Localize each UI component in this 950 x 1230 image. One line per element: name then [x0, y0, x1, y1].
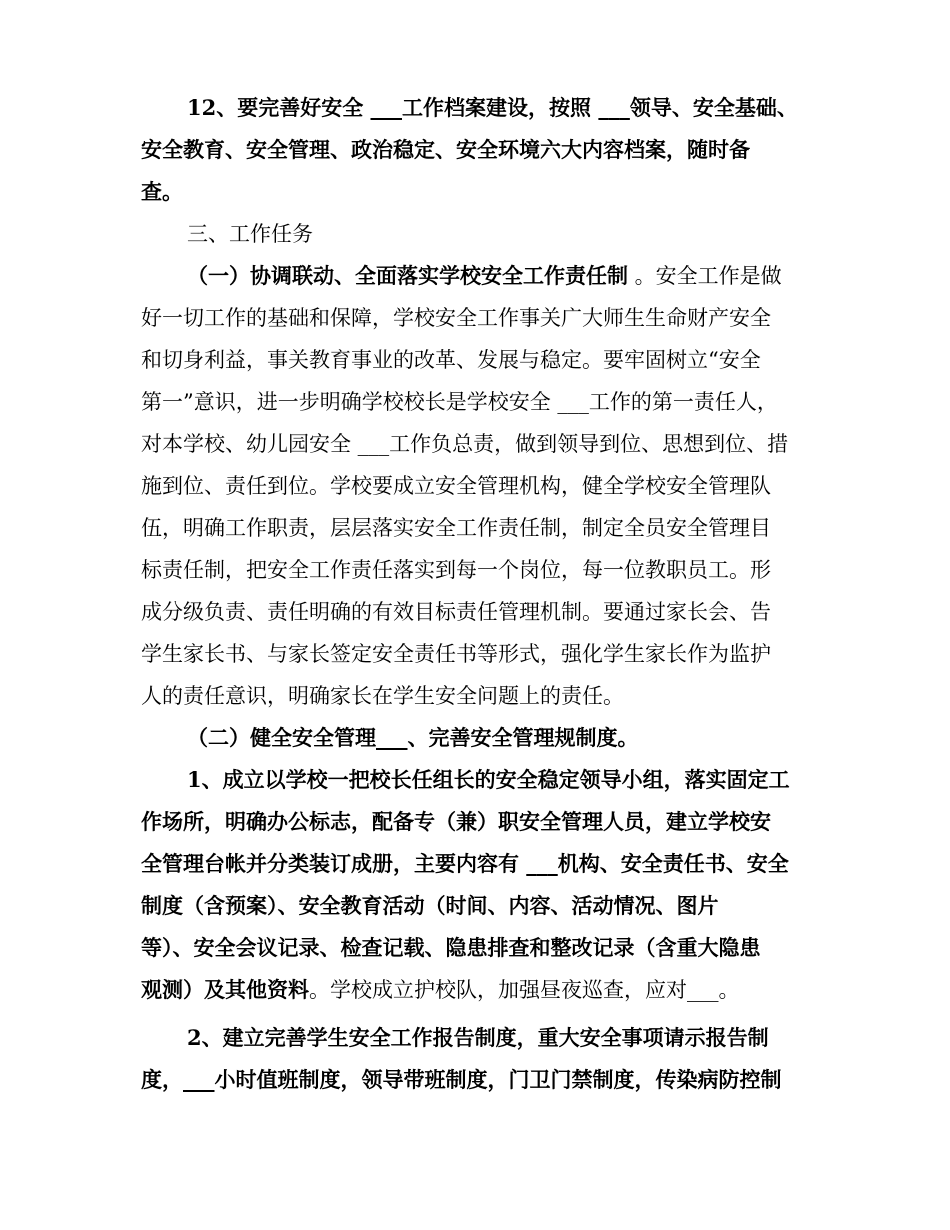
- text-line: [141, 177, 183, 207]
- text-segment: 人的责任意识，明确家长在学生安全问题上的责任。: [141, 684, 624, 708]
- text-line: [141, 681, 624, 711]
- text-line: [141, 597, 771, 627]
- text-segment: 第一”意识，进一步明确学校校长是学校安全 ___工作的第一责任人，: [141, 390, 778, 414]
- text-line: [141, 1065, 782, 1095]
- text-segment: 全管理台帐并分类装订成册，主要内容有 ___机构、安全责任书、安全: [141, 851, 789, 876]
- text-line: [187, 93, 798, 123]
- text-line: [187, 723, 639, 753]
- text-line: [187, 1023, 769, 1053]
- text-segment: 作场所，明确办公标志，配备专（兼）职安全管理人员，建立学校安: [141, 809, 771, 834]
- text-line: [187, 765, 790, 795]
- text-segment: 安全教育、安全管理、政治稳定、安全环境六大内容档案，随时备: [141, 137, 750, 162]
- text-line: [141, 429, 788, 459]
- text-segment: 和切身利益，事关教育事业的改革、发展与稳定。要牢固树立“安全: [141, 348, 761, 372]
- text-line: [141, 471, 771, 501]
- text-segment: 2、建立完善学生安全工作报告制度，重大安全事项请示报告制: [187, 1025, 769, 1050]
- text-line: [141, 849, 789, 879]
- text-line: [141, 135, 750, 165]
- text-line: [141, 345, 761, 375]
- text-segment: 三、工作任务: [187, 222, 313, 246]
- section-heading: [187, 219, 313, 249]
- text-line: [141, 639, 771, 669]
- text-segment: 施到位、责任到位。学校要成立安全管理机构，健全学校安全管理队: [141, 474, 771, 498]
- text-line: [187, 261, 782, 291]
- text-segment: 成分级负责、责任明确的有效目标责任管理机制。要通过家长会、告: [141, 600, 771, 624]
- subsection-heading: （二）健全安全管理___、完善安全管理规制度。: [187, 725, 639, 750]
- text-segment: 12、要完善好安全 ___工作档案建设，按照 ___领导、安全基础、: [187, 95, 798, 120]
- text-line: [141, 555, 771, 585]
- text-segment: 对本学校、幼儿园安全 ___工作负总责，做到领导到位、思想到位、措: [141, 432, 789, 456]
- subsection-heading: （一）协调联动、全面落实学校安全工作责任制: [187, 263, 628, 288]
- text-line: [141, 891, 719, 921]
- text-segment: 。学校成立护校队，加强昼夜巡查，应对___。: [309, 978, 740, 1002]
- text-segment: 。安全工作是做: [628, 264, 782, 288]
- text-line: [141, 513, 771, 543]
- text-segment: 伍，明确工作职责，层层落实安全工作责任制，制定全员安全管理目: [141, 516, 771, 540]
- text-line: [141, 807, 771, 837]
- text-segment: 1、成立以学校一把校长任组长的安全稳定领导小组，落实固定工: [187, 767, 790, 792]
- text-segment: 学生家长书、与家长签定安全责任书等形式，强化学生家长作为监护: [141, 642, 771, 666]
- text-segment: 观测）及其他资料: [141, 977, 309, 1002]
- text-line: [141, 303, 771, 333]
- text-segment: 标责任制，把安全工作责任落实到每一个岗位，每一位教职员工。形: [141, 558, 771, 582]
- text-segment: 制度（含预案）、安全教育活动（时间、内容、活动情况、图片: [141, 893, 719, 918]
- text-segment: 好一切工作的基础和保障，学校安全工作事关广大师生生命财产安全: [141, 306, 771, 330]
- text-segment: 等）、安全会议记录、检查记载、隐患排查和整改记录（含重大隐患: [141, 935, 761, 960]
- text-line: [141, 387, 778, 417]
- text-segment: 度，___小时值班制度，领导带班制度，门卫门禁制度，传染病防控制: [141, 1067, 782, 1092]
- text-line: [141, 975, 740, 1005]
- text-line: [141, 933, 761, 963]
- text-segment: 查。: [141, 179, 183, 204]
